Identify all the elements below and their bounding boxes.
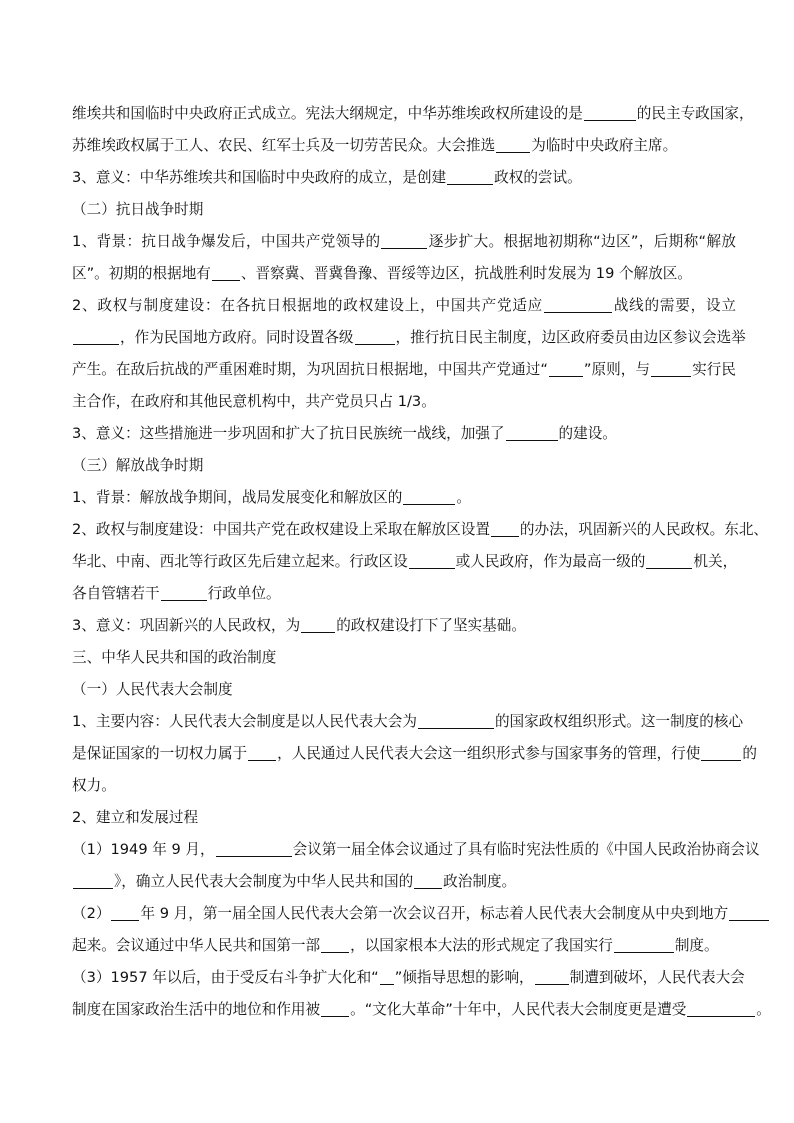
section-heading: 三、中华人民共和国的政治制度 xyxy=(72,649,277,666)
section-heading: （二）抗日战争时期 xyxy=(72,201,204,218)
text-line: 区”。初期的根据地有 、晋察冀、晋冀鲁豫、晋绥等边区，抗战胜利时发展为 19 个解放区。 xyxy=(72,265,692,282)
text-line: （2） 年 9 月，第一届全国人民代表大会第一次会议召开，标志着人民代表大会制度从中央到地方 xyxy=(72,898,736,930)
fill-blank[interactable] xyxy=(729,904,769,921)
fill-blank[interactable] xyxy=(646,552,692,569)
fill-blank[interactable] xyxy=(73,328,119,345)
text-line: 3、意义：这些措施进一步巩固和扩大了抗日民族统一战线，加强了 的建设。 xyxy=(72,425,617,442)
fill-blank[interactable] xyxy=(491,520,519,537)
text-line: 1、主要内容：人民代表大会制度是以人民代表大会为 的国家政权组织形式。这一制度的核心 xyxy=(72,713,744,730)
fill-blank[interactable] xyxy=(73,872,113,889)
fill-blank[interactable] xyxy=(301,616,335,633)
fill-blank[interactable] xyxy=(321,936,349,953)
text-line: 1、背景：抗日战争爆发后，中国共产党领导的 逐步扩大。根据地初期称“边区”，后期称“解放 xyxy=(72,233,736,250)
text-line: 权力。 xyxy=(72,777,116,794)
section-heading: （一）人民代表大会制度 xyxy=(72,681,233,698)
text-line: （1）1949 年 9 月， 会议第一届全体会议通过了具有临时宪法性质的《中国人民政治协商会议 xyxy=(72,841,760,858)
text-line: 维埃共和国临时中央政府正式成立。宪法大纲规定，中华苏维埃政权所建设的是 的民主专政国家， xyxy=(72,105,754,122)
text-line: 1、背景：解放战争期间，战局发展变化和解放区的 。 xyxy=(72,489,471,506)
section-heading: （三）解放战争时期 xyxy=(72,457,204,474)
text-line: （3）1957 年以后，由于受反右斗争扩大化和“ ”倾指导思想的影响， 制遭到破坏，人民代表大会 xyxy=(72,969,745,986)
fill-blank[interactable] xyxy=(380,968,394,985)
text-line: 2、政权与制度建设：在各抗日根据地的政权建设上，中国共产党适应 战线的需要，设立 xyxy=(72,297,736,314)
text-line: 是保证国家的一切权力属于 ，人民通过人民代表大会这一组织形式参与国家事务的管理，行使 的 xyxy=(72,745,757,762)
fill-blank[interactable] xyxy=(549,360,583,377)
text-line: 2、建立和发展过程 xyxy=(72,809,199,826)
text-line: 3、意义：中华苏维埃共和国临时中央政府的成立，是创建 政权的尝试。 xyxy=(72,169,582,186)
text-line: 制度在国家政治生活中的地位和作用被 。“文化大革命”十年中，人民代表大会制度更是遭受 。 xyxy=(72,1001,771,1018)
fill-blank[interactable] xyxy=(216,840,292,857)
fill-blank[interactable] xyxy=(161,584,207,601)
fill-blank[interactable] xyxy=(381,232,427,249)
fill-blank[interactable] xyxy=(111,904,139,921)
fill-blank[interactable] xyxy=(409,552,455,569)
fill-blank[interactable] xyxy=(414,872,442,889)
text-line: 3、意义：巩固新兴的人民政权，为 的政权建设打下了坚实基础。 xyxy=(72,617,526,634)
fill-blank[interactable] xyxy=(701,744,741,761)
fill-blank[interactable] xyxy=(506,424,558,441)
fill-blank[interactable] xyxy=(496,136,530,153)
fill-blank[interactable] xyxy=(535,968,569,985)
fill-blank[interactable] xyxy=(212,264,240,281)
fill-blank[interactable] xyxy=(321,1000,349,1017)
text-line: 华北、中南、西北等行政区先后建立起来。行政区设 或人民政府，作为最高一级的 机关， xyxy=(72,553,738,570)
fill-blank[interactable] xyxy=(418,712,494,729)
text-line: 》，确立人民代表大会制度为中华人民共和国的 政治制度。 xyxy=(72,866,736,898)
text-line: 各自管辖若干 行政单位。 xyxy=(72,585,281,602)
fill-blank[interactable] xyxy=(355,328,395,345)
fill-blank[interactable] xyxy=(447,168,493,185)
fill-blank[interactable] xyxy=(248,744,276,761)
fill-blank[interactable] xyxy=(687,1000,755,1017)
text-line: ，作为民国地方政府。同时设置各级 ，推行抗日民主制度，边区政府委员由边区参议会选举 xyxy=(72,322,736,354)
text-line: 产生。在敌后抗战的严重困难时期，为巩固抗日根据地，中国共产党通过“ ”原则，与 实行民 xyxy=(72,361,736,378)
text-line: 起来。会议通过中华人民共和国第一部 ，以国家根本大法的形式规定了我国实行 制度。 xyxy=(72,937,719,954)
fill-blank[interactable] xyxy=(544,296,612,313)
fill-blank[interactable] xyxy=(584,104,636,121)
fill-blank[interactable] xyxy=(403,488,455,505)
text-line: 主合作，在政府和其他民意机构中，共产党员只占 1/3。 xyxy=(72,393,436,410)
fill-blank[interactable] xyxy=(614,936,674,953)
text-line: 2、政权与制度建设：中国共产党在政权建设上采取在解放区设置 的办法，巩固新兴的人民政权。东北、 xyxy=(72,521,769,538)
fill-blank[interactable] xyxy=(651,360,691,377)
text-line: 苏维埃政权属于工人、农民、红军士兵及一切劳苦民众。大会推选 为临时中央政府主席。 xyxy=(72,137,678,154)
